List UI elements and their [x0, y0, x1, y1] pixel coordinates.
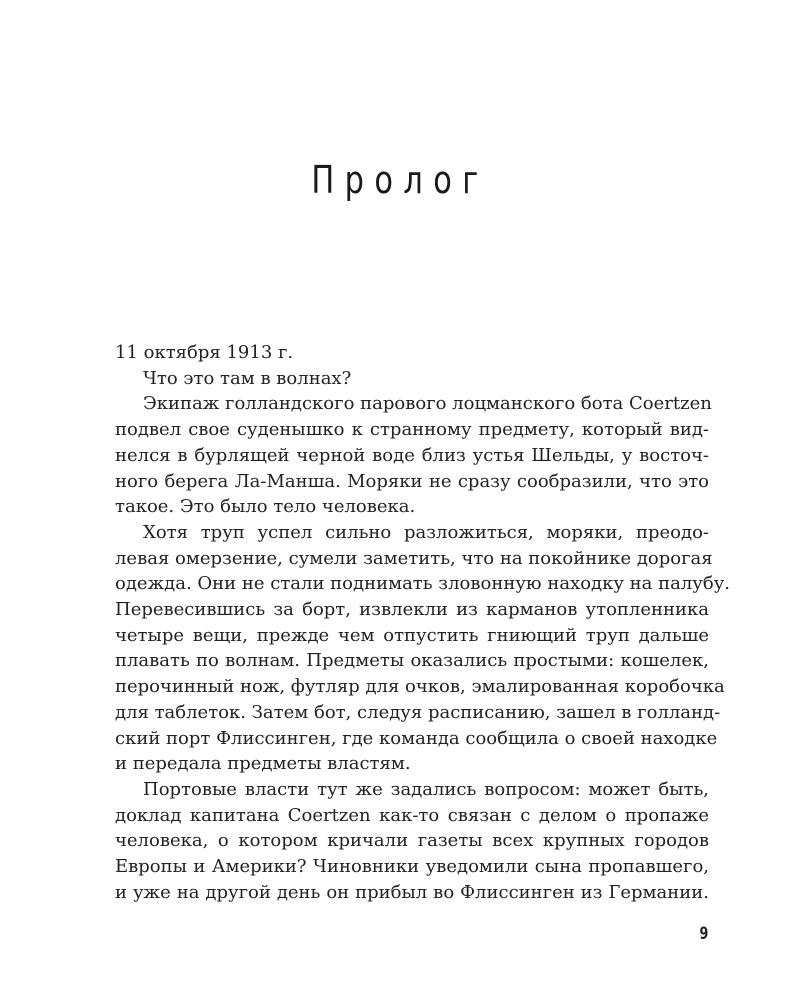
text-line: Что это там в волнах?	[143, 367, 352, 389]
text-line: человека, о котором кричали газеты всех крупных городов	[115, 830, 709, 852]
text-line: такое. Это было тело человека.	[115, 496, 416, 518]
page-number: 9	[699, 924, 709, 944]
text-line: плавать по волнам. Предметы оказались простыми: кошелек,	[115, 650, 709, 672]
text-line: перочинный нож, футляр для очков, эмалированная коробочка	[115, 676, 725, 698]
text-line: одежда. Они не стали поднимать зловонную находку на палубу.	[115, 573, 731, 595]
text-line: Хотя труп успел сильно разложиться, моряки, преодо-	[143, 521, 709, 543]
text-line: и передала предметы властям.	[115, 753, 411, 775]
text-line: Экипаж голландского парового лоцманского бота Coertzen	[143, 393, 712, 415]
body-text	[115, 340, 731, 905]
text-line: четыре вещи, прежде чем отпустить гниющий труп дальше	[115, 624, 709, 646]
paragraph-lines	[115, 366, 731, 906]
text-line: левая омерзение, сумели заметить, что на покойнике дорогая	[115, 547, 713, 569]
chapter-title: Пролог	[311, 158, 489, 202]
text-line: и уже на другой день он прибыл во Флиссинген из Германии.	[115, 881, 709, 903]
text-line: ного берега Ла-Манша. Моряки не сразу сообразили, что это	[115, 470, 709, 492]
text-line: Европы и Америки? Чиновники уведомили сына пропавшего,	[115, 856, 709, 878]
text-line: Перевесившись за борт, извлекли из карманов утопленника	[115, 599, 709, 621]
text-line: подвел свое суденышко к странному предмету, который вид-	[115, 419, 709, 441]
text-line: для таблеток. Затем бот, следуя расписанию, зашел в голланд-	[115, 701, 721, 723]
text-line: доклад капитана Coertzen как-то связан с делом о пропаже	[115, 804, 709, 826]
text-line: ский порт Флиссинген, где команда сообщила о своей находке	[115, 727, 718, 749]
date-line: 11 октября 1913 г.	[115, 342, 294, 363]
text-line: нелся в бурлящей черной воде близ устья Шельды, у восточ-	[115, 444, 709, 466]
text-line: Портовые власти тут же задались вопросом: может быть,	[143, 778, 709, 800]
